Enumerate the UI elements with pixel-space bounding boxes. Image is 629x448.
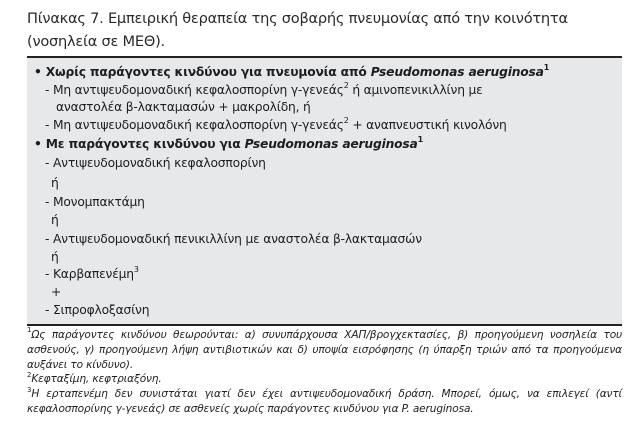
section1-item2: - Μη αντιψευδομοναδική κεφαλοσπορίνη γ-γενεάς$^2$ + αναπνευστική κινολόνη xyxy=(45,115,507,132)
caption-line1: Εμπειρική θεραπεία της σοβαρής πνευμονίας από την κοινότητα xyxy=(107,10,568,27)
plus-connector: + xyxy=(51,285,62,299)
therapy-table xyxy=(27,58,622,324)
section2-header: • Με παράγοντες κινδύνου για Pseudomonas aeruginosa$^1$ xyxy=(34,134,423,151)
option-line-carbapenem: - Καρβαπενέμη$^3$ xyxy=(45,264,139,281)
table-caption xyxy=(27,7,622,53)
option-line: - Αντιψευδομοναδική πενικιλλίνη με αναστολέα β-λακταμασών xyxy=(45,232,422,246)
table-number: Πίνακας 7. xyxy=(27,10,104,27)
caption-line2: (νοσηλεία σε ΜΕΘ). xyxy=(27,33,165,50)
section1-header: • Χωρίς παράγοντες κινδύνου για πνευμονία από Pseudomonas aeruginosa$^1$ xyxy=(34,62,550,79)
footnotes xyxy=(27,328,622,417)
or-connector: ή xyxy=(51,213,59,227)
footnote-2: $^2$Κεφταξίμη, κεφτριαξόνη. xyxy=(27,370,162,386)
or-connector: ή xyxy=(51,176,59,190)
option-line: - Σιπροφλοξασίνη xyxy=(45,303,150,317)
table-bottom-rule xyxy=(27,324,622,326)
section1-item1-cont: αναστολέα β-λακταμασών + μακρολίδη, ή xyxy=(56,100,311,114)
footnote-1: $^1$Ως παράγοντες κινδύνου θεωρούνται: α) συνυπάρχουσα ΧΑΠ/βρογχεκτασίες, β) προηγούμενη νοσηλεία του ασθενούς, γ) προηγούμενη λήψη αντιβιοτικών και δ) υποψία εισρόφησης (η ύπαρξη τριών από τα προηγούμενα αυξάνει το κίνδυνο). xyxy=(27,326,622,371)
section1-item1: - Μη αντιψευδομοναδική κεφαλοσπορίνη γ-γενεάς$^2$ ή αμινοπενικιλλίνη με xyxy=(45,80,483,97)
or-connector: ή xyxy=(51,250,59,264)
option-line: - Αντιψευδομοναδική κεφαλοσπορίνη xyxy=(45,156,266,170)
footnote-3: $^3$Η ερταπενέμη δεν συνιστάται γιατί δεν έχει αντιψευδομοναδική δράση. Μπορεί, όμως, να επιλεγεί (αντί κεφαλοσπορίνης γ-γενεάς) σε ασθενείς χωρίς παράγοντες κινδύνου για P. aeruginosa. xyxy=(27,385,622,415)
option-line: - Μονομπακτάμη xyxy=(45,195,145,209)
pathogen-name: Pseudomonas aeruginosa xyxy=(244,137,418,151)
pathogen-name: Pseudomonas aeruginosa xyxy=(370,65,544,79)
